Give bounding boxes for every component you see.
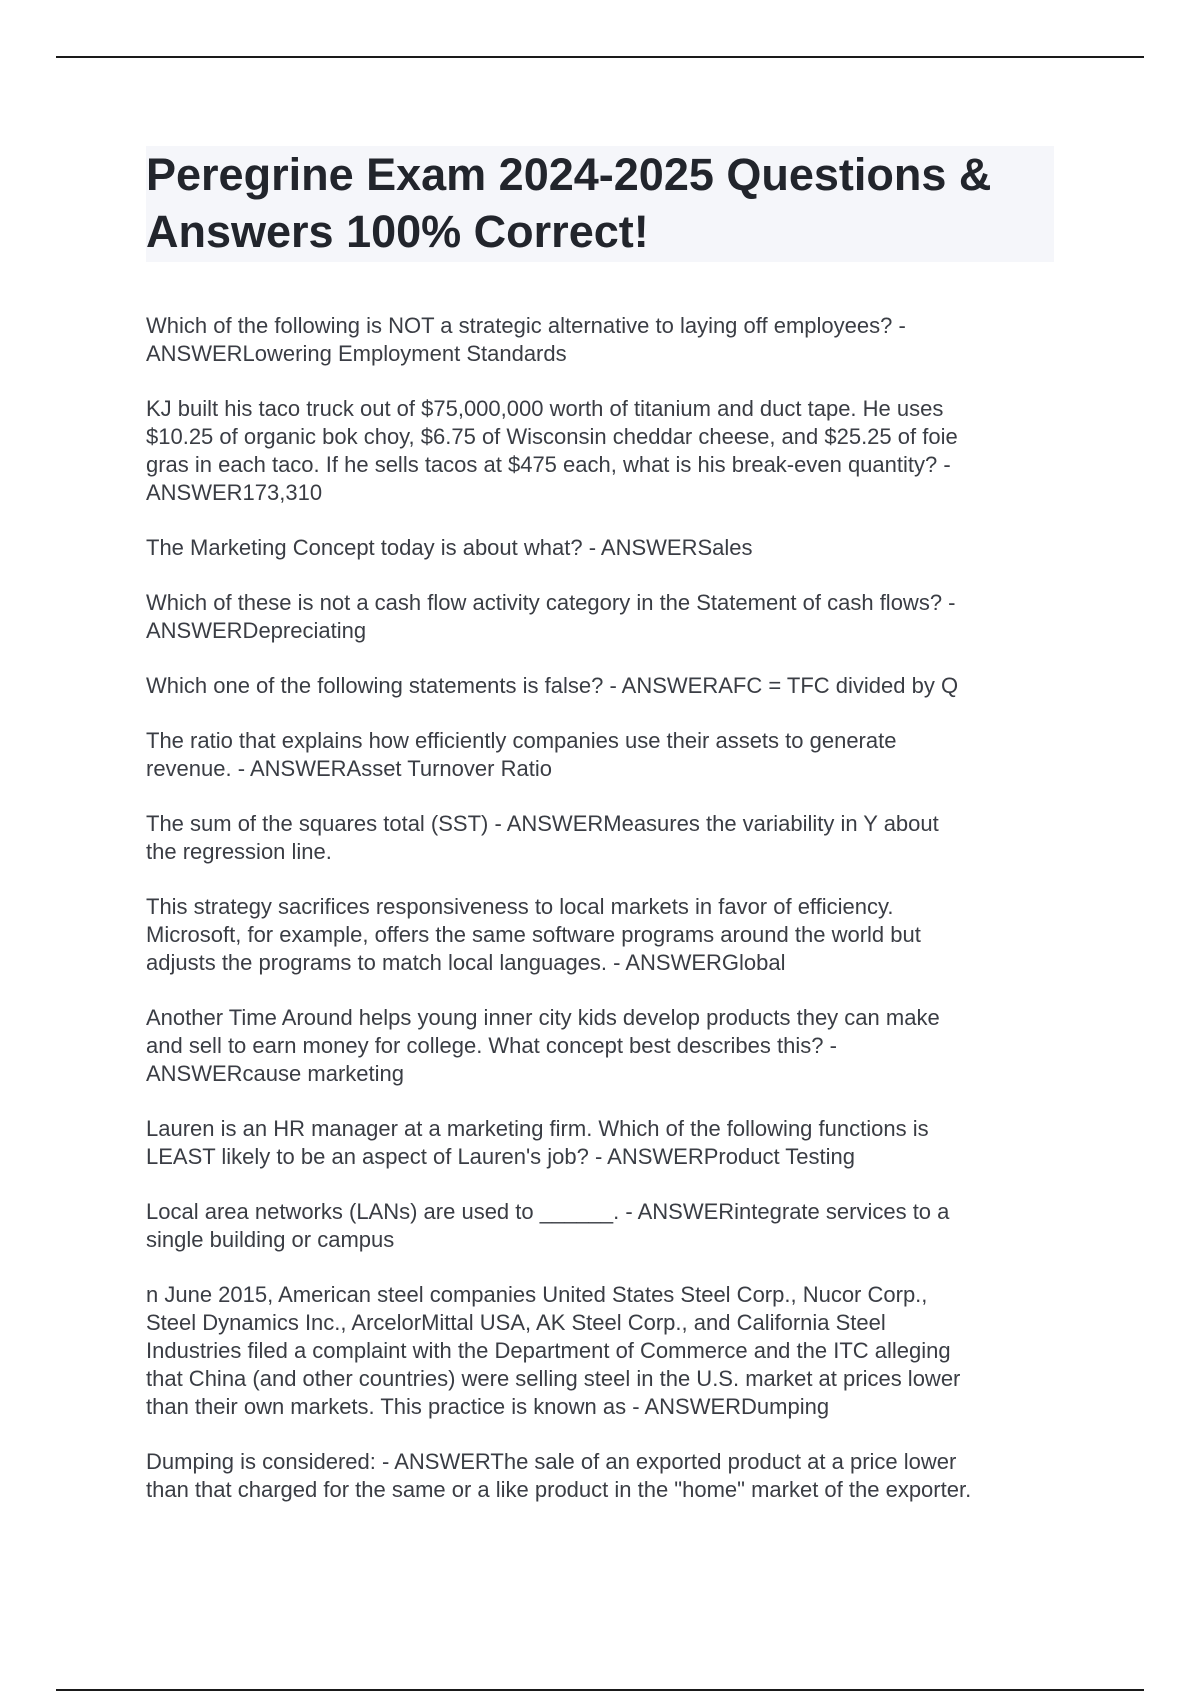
qa-item: This strategy sacrifices responsiveness to local markets in favor of efficiency. Microsoft, for example, offers the same software programs around the world but adjusts the programs to match local languages. - ANSWERGlobal xyxy=(146,894,921,975)
qa-list xyxy=(146,312,1066,1531)
qa-item: The Marketing Concept today is about what? - ANSWERSales xyxy=(146,535,753,560)
qa-item: The sum of the squares total (SST) - ANSWERMeasures the variability in Y about the regression line. xyxy=(146,811,939,864)
qa-item: n June 2015, American steel companies United States Steel Corp., Nucor Corp., Steel Dynamics Inc., ArcelorMittal USA, AK Steel Corp., and California Steel Industries filed a complaint with the Department of Commerce and the ITC alleging that China (and other countries) were selling steel in the U.S. market at prices lower than their own markets. This practice is known as - ANSWERDumping xyxy=(146,1282,961,1419)
page-title: Peregrine Exam 2024-2025 Questions & Answers 100% Correct! xyxy=(146,149,992,257)
qa-item: Which of these is not a cash flow activity category in the Statement of cash flows? - ANSWERDepreciating xyxy=(146,590,956,643)
qa-item: Dumping is considered: - ANSWERThe sale of an exported product at a price lower than that charged for the same or a like product in the "home" market of the exporter. xyxy=(146,1449,972,1502)
top-rule xyxy=(56,56,1144,58)
title-block xyxy=(146,146,1054,262)
qa-item: Which of the following is NOT a strategic alternative to laying off employees? - ANSWERLowering Employment Standards xyxy=(146,313,906,366)
qa-item: Which one of the following statements is false? - ANSWERAFC = TFC divided by Q xyxy=(146,673,959,698)
qa-item: Another Time Around helps young inner city kids develop products they can make and sell to earn money for college. What concept best describes this? - ANSWERcause marketing xyxy=(146,1005,940,1086)
qa-item: Lauren is an HR manager at a marketing firm. Which of the following functions is LEAST likely to be an aspect of Lauren's job? - ANSWERProduct Testing xyxy=(146,1116,929,1169)
qa-item: Local area networks (LANs) are used to ______. - ANSWERintegrate services to a single building or campus xyxy=(146,1199,950,1252)
qa-item: The ratio that explains how efficiently companies use their assets to generate revenue. - ANSWERAsset Turnover Ratio xyxy=(146,728,897,781)
qa-item: KJ built his taco truck out of $75,000,000 worth of titanium and duct tape. He uses $10.25 of organic bok choy, $6.75 of Wisconsin cheddar cheese, and $25.25 of foie gras in each taco. If he sells tacos at $475 each, what is his break-even quantity? - ANSWER173,310 xyxy=(146,396,958,505)
bottom-rule xyxy=(56,1689,1144,1691)
